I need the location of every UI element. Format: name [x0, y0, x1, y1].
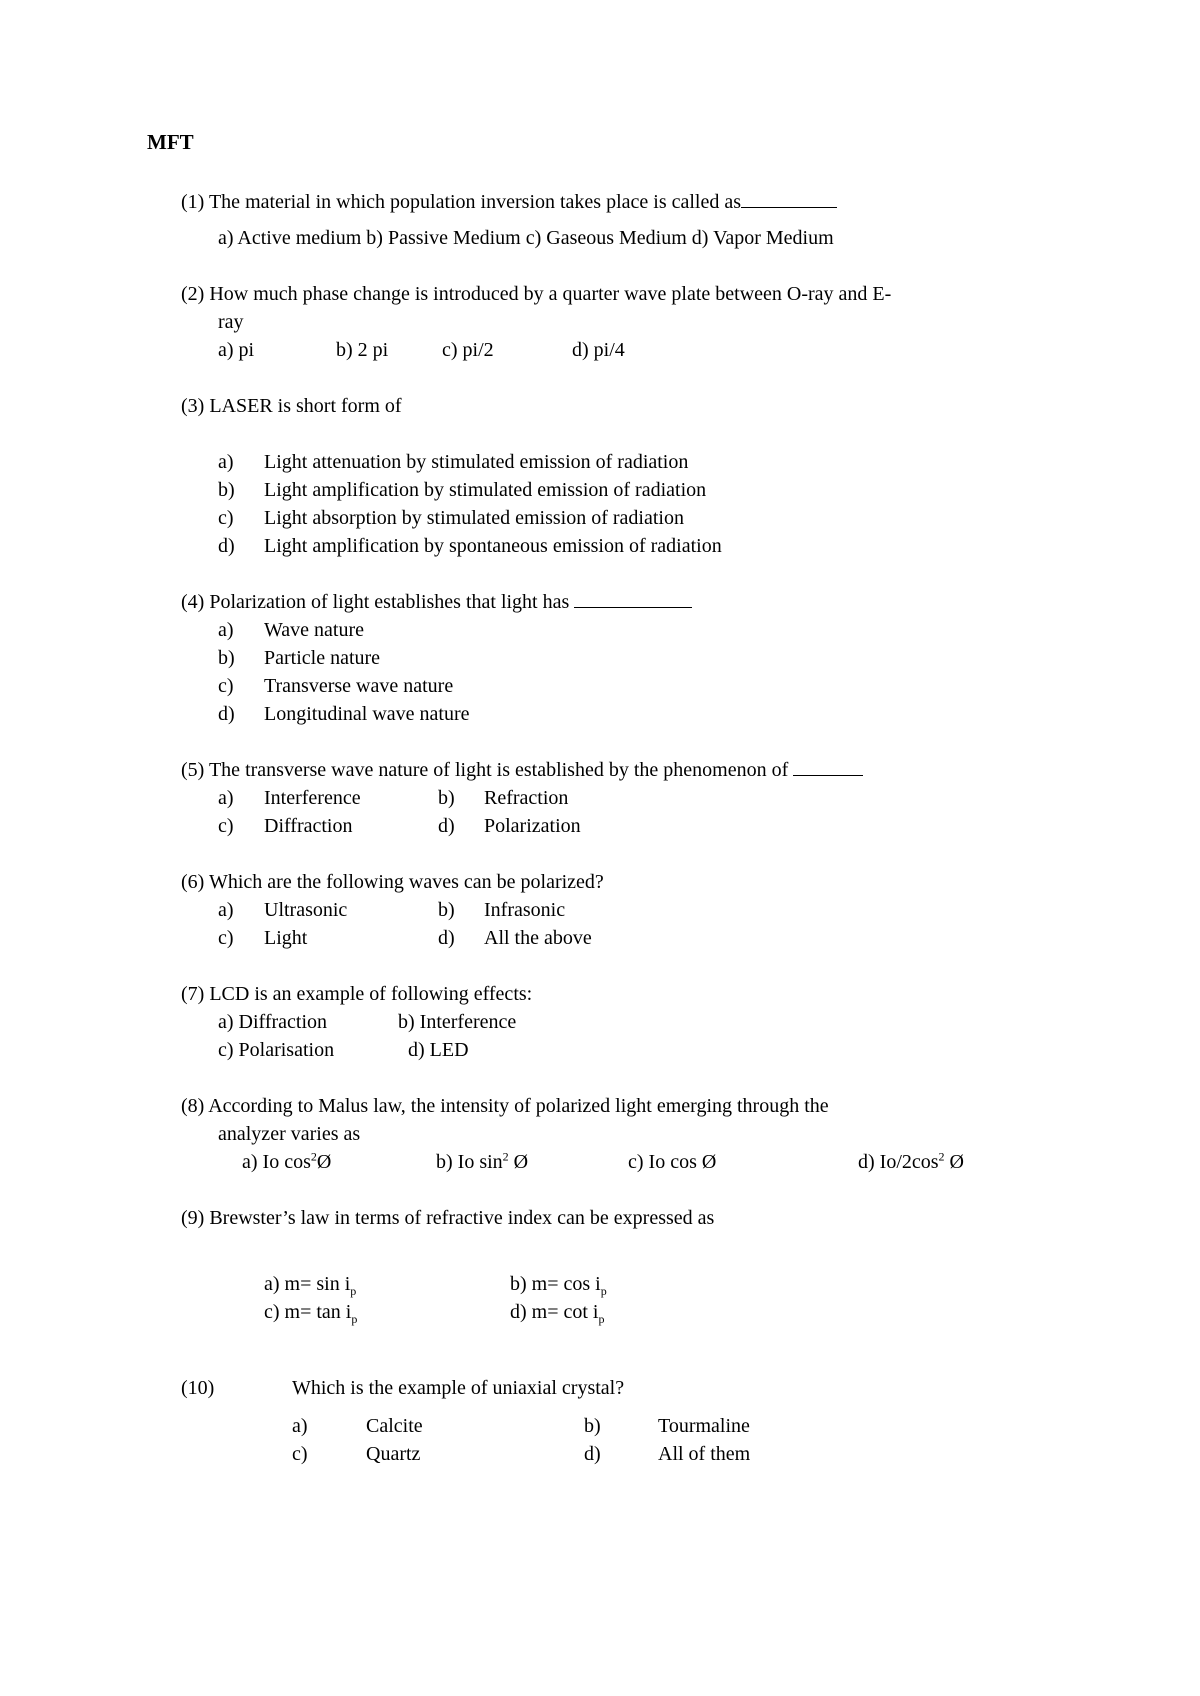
question-6 — [181, 870, 604, 894]
option-letter: d) — [584, 1443, 601, 1465]
option-letter: d) — [438, 815, 455, 837]
question-text: The material in which population inversion takes place is called as — [208, 191, 742, 213]
option-text: Infrasonic — [484, 899, 566, 921]
option-letter: a) — [218, 899, 234, 921]
option-letter: c) — [292, 1443, 308, 1465]
answer-blank — [793, 761, 863, 776]
option-text: Interference — [264, 787, 361, 809]
question-text-continued: ray — [218, 311, 244, 333]
question-text: Which is the example of uniaxial crystal? — [292, 1377, 625, 1399]
option-letter: d) — [218, 535, 235, 557]
option-text: All of them — [658, 1443, 751, 1465]
option: c) Io cos Ø — [628, 1151, 717, 1173]
option-text: Polarization — [484, 815, 581, 837]
option-letter: b) — [218, 647, 235, 669]
option-text: Refraction — [484, 787, 569, 809]
answer-blank — [741, 193, 837, 208]
option-text: Light amplification by spontaneous emission of radiation — [264, 535, 722, 557]
option-letter: c) — [218, 815, 234, 837]
question-number: (1) — [181, 191, 205, 213]
question-text: According to Malus law, the intensity of polarized light emerging through the — [208, 1095, 829, 1117]
question-text: LCD is an example of following effects: — [209, 983, 533, 1005]
option: b) $m= \cos i_p$ — [510, 1273, 607, 1298]
answer-blank — [574, 593, 692, 608]
question-number: (6) — [181, 871, 205, 893]
option-text: Longitudinal wave nature — [264, 703, 470, 725]
option: a) $m= \sin i_p$ — [264, 1273, 357, 1298]
question-number: (5) — [181, 759, 205, 781]
option-text: Particle nature — [264, 647, 381, 669]
option-letter: b) — [584, 1415, 601, 1437]
option: d) LED — [408, 1039, 469, 1061]
question-text: Which are the following waves can be polarized? — [208, 871, 604, 893]
option: a) Io $\cos^2Ø$ — [242, 1149, 332, 1173]
option: d) pi/4 — [572, 339, 625, 361]
option: d) $m= \cot i_p$ — [510, 1301, 605, 1326]
option-text: Transverse wave nature — [264, 675, 454, 697]
question-2 — [181, 282, 891, 306]
question-number: (8) — [181, 1095, 205, 1117]
question-text: How much phase change is introduced by a quarter wave plate between O-ray and E- — [209, 283, 892, 305]
option-text: Light amplification by stimulated emission of radiation — [264, 479, 707, 501]
question-8 — [181, 1094, 829, 1118]
option-text: Light absorption by stimulated emission of radiation — [264, 507, 684, 529]
option: a) pi — [218, 339, 255, 361]
option-letter: c) — [218, 675, 234, 697]
option: b) Interference — [398, 1011, 517, 1033]
option: b) 2 pi — [336, 339, 389, 361]
option-letter: c) — [218, 927, 234, 949]
option: c) $m= \tan i_p$ — [264, 1301, 358, 1326]
option-letter: b) — [438, 899, 455, 921]
question-text: Brewster’s law in terms of refractive index can be expressed as — [209, 1207, 715, 1229]
question-5 — [181, 758, 863, 782]
option-letter: b) — [438, 787, 455, 809]
page-title: MFT — [147, 130, 194, 154]
option-text: Quartz — [366, 1443, 421, 1465]
option-letter: a) — [218, 619, 234, 641]
question-number: (9) — [181, 1207, 205, 1229]
option-text: Wave nature — [264, 619, 364, 641]
question-number: (3) — [181, 395, 205, 417]
question-text: LASER is short form of — [209, 395, 402, 417]
option: c) pi/2 — [442, 339, 494, 361]
question-1-options: a) Active medium b) Passive Medium c) Gaseous Medium d) Vapor Medium — [218, 227, 834, 249]
option-letter: a) — [218, 451, 234, 473]
option-text: Diffraction — [264, 815, 353, 837]
question-9 — [181, 1206, 714, 1230]
option-text: Tourmaline — [658, 1415, 750, 1437]
option-text: Light — [264, 927, 308, 949]
question-number: (7) — [181, 983, 205, 1005]
question-number: (10) — [181, 1377, 215, 1399]
option-letter: c) — [218, 507, 234, 529]
option: c) Polarisation — [218, 1039, 335, 1061]
question-text: Polarization of light establishes that light has — [209, 591, 570, 613]
question-4 — [181, 590, 692, 614]
question-1 — [181, 190, 837, 214]
question-number: (2) — [181, 283, 205, 305]
question-3 — [181, 394, 402, 418]
question-text: The transverse wave nature of light is established by the phenomenon of — [208, 759, 789, 781]
question-7 — [181, 982, 532, 1006]
option: b) Io $\sin^2$ Ø — [436, 1149, 529, 1173]
option-letter: a) — [218, 787, 234, 809]
option: d) $Io/2\cos^2$ Ø — [858, 1149, 964, 1173]
option-letter: b) — [218, 479, 235, 501]
option-letter: d) — [218, 703, 235, 725]
option-letter: d) — [438, 927, 455, 949]
question-text-continued: analyzer varies as — [218, 1123, 361, 1145]
question-number: (4) — [181, 591, 205, 613]
option: a) Diffraction — [218, 1011, 328, 1033]
option-letter: a) — [292, 1415, 308, 1437]
option-text: All the above — [484, 927, 592, 949]
option-text: Calcite — [366, 1415, 423, 1437]
option-text: Ultrasonic — [264, 899, 348, 921]
option-text: Light attenuation by stimulated emission of radiation — [264, 451, 689, 473]
